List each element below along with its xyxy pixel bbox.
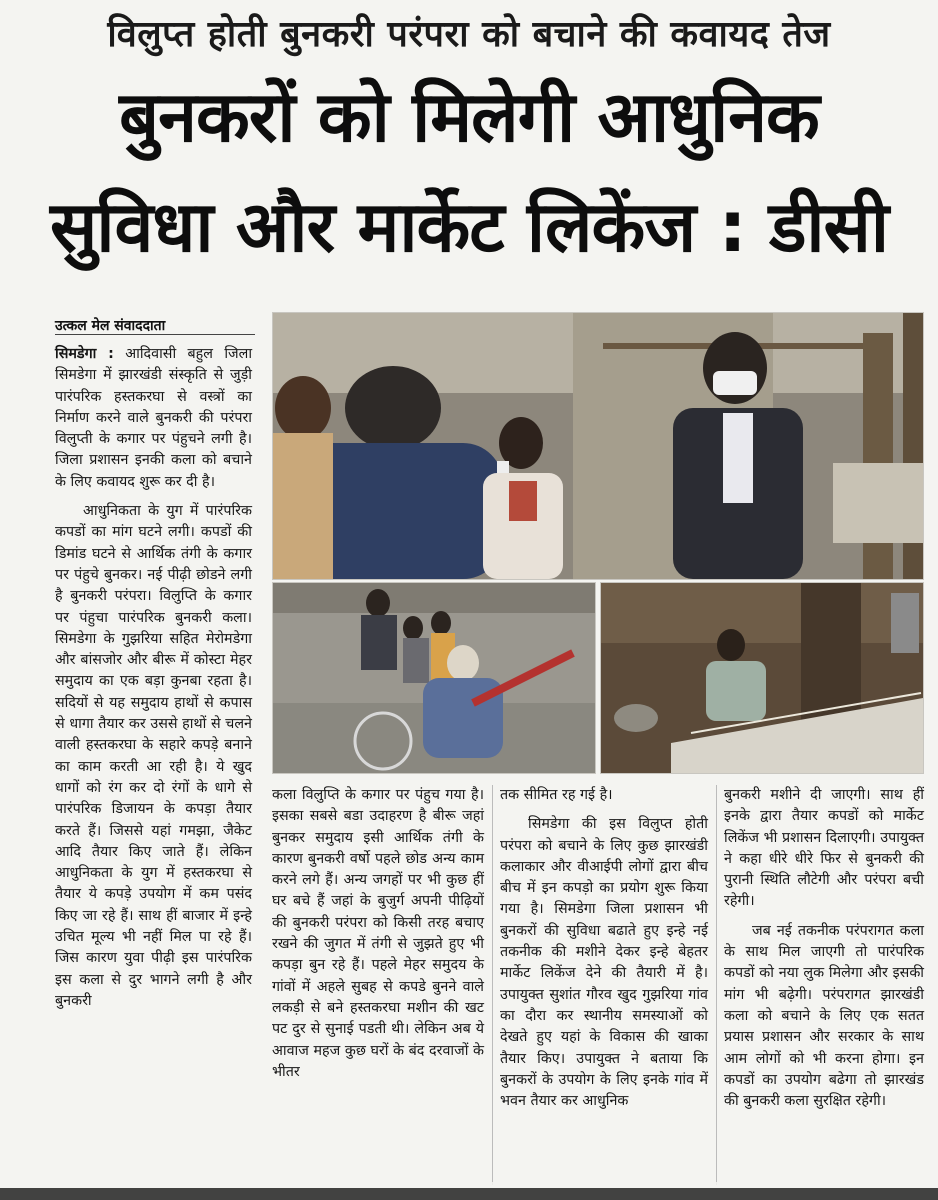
photo-officials-visit-image [273,313,923,579]
byline: उत्कल मेल संवाददाता [55,318,166,334]
column-1-para-2: आधुनिकता के युग में पारंपरिक कपडों का मांग घटने लगी। कपडों की डिमांड घटने से आर्थिक तंगी के कगार पर पंहुचे बुनकर। नई पीढ़ी छोडने लगी है बुनकरी परंपरा। विलुप्ति के कगार पर पंहुचा पारंपरिक बुनकरी कला। सिमडेगा के गुझरिया सहित मेरोमडेगा और बांसजोर और बीरू में कोस्टा मेहर समुदाय का एक बड़ा कुनबा रहता है। सदियों से यह समुदाय हाथों से कपास से धागा तैयार कर उससे हाथों से चलने वाली हस्तकरघा के सहारे कपड़े बनाने का काम करती आ रही है। ये खुद धागों को रंग कर दो रंगों के धागे से पारंपरिक डिजायन के कपड़ा तैयार करते हैं। जिससे यहां गमझा, जैकेट आदि तैयार किए जाते हैं। लेकिन आधुनिकता के युग में हस्तकरघा से तैयार ये कपड़े उपयोग में कम पसंद किए जा रहे हैं। साथ हीं बाजार में इन्हे उचित मूल्य भी नहीं मिल पा रहे हैं। जिस कारण युवा पीढ़ी इस पारंपरिक इस कला से दुर भागने लगी है और बुनकरी [55,503,252,1009]
column-divider [716,785,717,1185]
article-column-4 [724,785,924,1112]
article-column-2 [272,785,484,1083]
photo-spinning-wheel [272,582,596,774]
column-1-para-1-text: आदिवासी बहुल जिला सिमडेगा में झारखंडी संस्कृति से जुड़ी पारंपरिक हस्तकरघा से वस्त्रों का निर्माण करने वाले बुनकरी की परंपरा विलुप्ती के कगार पर पंहुचने लगी है। जिला प्रशासन इनकी कला को बचाने के लिए कवायद शुरू कर दी है। [55,346,253,490]
column-3-para-1: तक सीमित रह गई है। [500,787,613,803]
byline-rule [55,334,255,335]
photo-weaver-loom [600,582,924,774]
next-headline-cropped [0,1182,938,1200]
column-4-para-1: बुनकरी मशीने दी जाएगी। साथ हीं इनके द्वारा तैयार कपडों को मार्केट लिकेंज भी प्रशासन दिलाएगी। उपायुक्त ने कहा धीरे धीरे फिर से बुनकरी की पुरानी स्थिति लौटेगी और परंपरा बची रहेगी। [724,787,924,910]
main-headline-line-1: बुनकरों को मिलेगी आधुनिक [119,76,819,158]
article-column-3 [500,785,708,1112]
photo-officials-visit [272,312,924,580]
column-1-para-1 [55,344,252,493]
article-column-1 [55,344,252,1012]
main-headline-line-2: सुविधा और मार्केट लिकेंज : डीसी [50,186,888,268]
dateline: सिमडेगा : [55,346,114,362]
column-divider [492,785,493,1185]
photo-weaver-loom-image [601,583,923,773]
kicker-headline: विलुप्त होती बुनकरी परंपरा को बचाने की कवायद तेज [107,14,831,55]
photo-spinning-wheel-image [273,583,595,773]
column-4-para-2: जब नई तकनीक परंपरागत कला के साथ मिल जाएगी तो पारंपरिक कपडों को नया लुक मिलेगा और इसकी मांग भी बढ़ेगी। परंपरागत झारखंडी कला को बचाने के लिए एक सतत प्रयास प्रशासन और सरकार के साथ आम लोगों को भी करना होगा। इन कपडों का उपयोग बढेगा तो झारखंड की बुनकरी कला सुरक्षित रहेगी। [724,922,924,1110]
column-2-para-1: कला विलुप्ति के कगार पर पंहुच गया है। इसका सबसे बडा उदाहरण है बीरू जहां बुनकर समुदाय इसी आर्थिक तंगी के कारण बुनकरी वर्षो पहले छोड अन्य काम करने लगे हैं। अन्य जगहों पर भी कुछ हीं घर बचे हैं जहां के बुजुर्ग अपनी पीढ़ियों की बुनकरी परंपरा को किसी तरह बचाए रखने की जुगत में तंगी से जुझते हुए भी कपड़ा बुन रहे हैं। पहले मेहर समुदय के गांवों में अहले सुबह से कपडे बुनने वाले लकड़ी से बने हस्तकरघा मशीन की खट पट दुर से सुनाई पडती थी। लेकिन अब ये आवाज महज कुछ घरों के बंद दरवाजों के भीतर [272,787,484,1080]
column-3-para-2: सिमडेगा की इस विलुप्त होती परंपरा को बचाने के लिए कुछ झारखंडी कलाकार और वीआईपी लोगों द्वारा बीच बीच में इन कपड़ो का प्रयोग शुरू किया गया है। सिमडेगा जिला प्रशासन भी बुनकरों की सुविधा बढाते हुए इन्हे नई तकनीक की मशीने देकर इन्हे बेहतर मार्केट लिकेंज देने की तैयारी में है। उपायुक्त सुशांत गौरव खुद गुझरिया गांव का दौरा कर स्थानीय समस्याओं को देखते हुए यहां के विकास की खाका तैयार किए। उपायुक्त ने बताया कि बुनकरों के उपयोग के लिए इनके गांव में भवन तैयार कर आधुनिक [500,816,708,1110]
